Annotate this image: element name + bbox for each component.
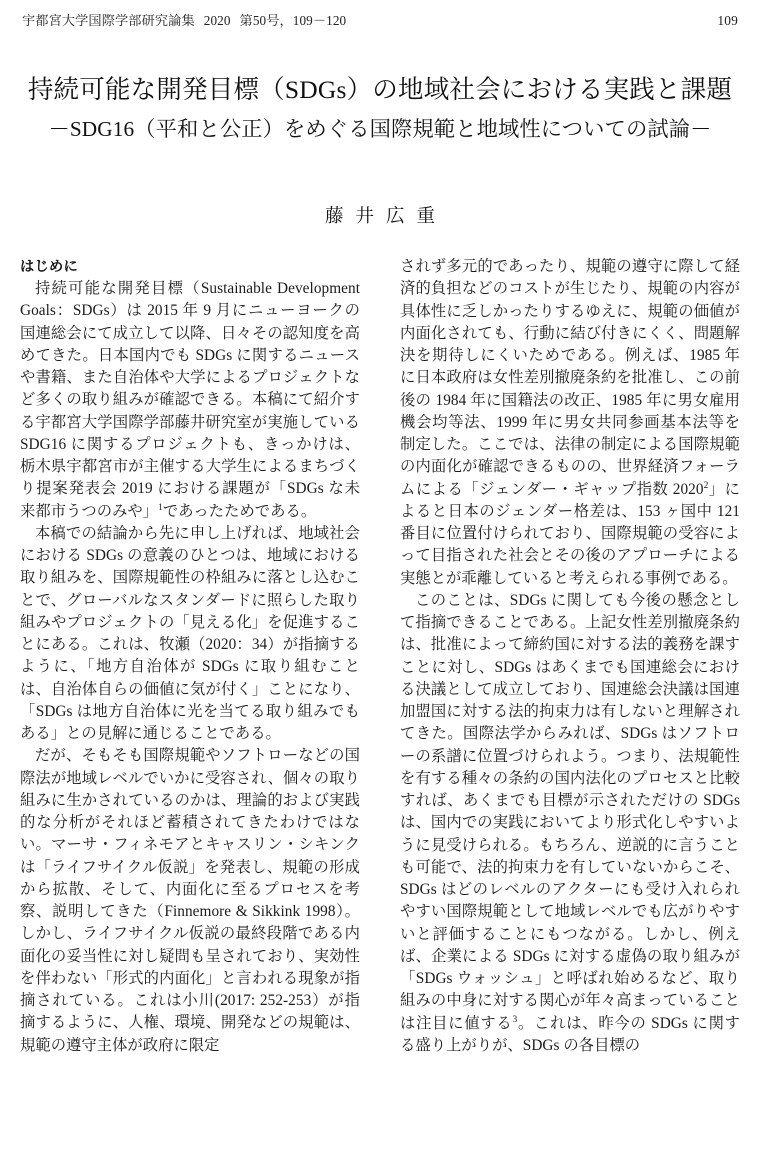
paragraph: [400, 256, 740, 590]
title-block: [0, 74, 760, 143]
paragraph-text-tail: 。これは、昨今の SDGs に関する盛り上がりが、SDGs の各目標の: [400, 1014, 740, 1054]
footnote-marker[interactable]: 2: [703, 480, 709, 491]
paragraph-text: このことは、SDGs に関しても今後の懸念として指摘できることである。上記女性差別撤廃条約は、批准によって締約国に対する法的義務を課すことに対し、SDGs はあくまでも国連総会における決議として成立しており、国連総会決議は国連加盟国に対する法的拘束力は有しないと理解されてきた。国際法学からみれば、SDGs はソフトローの系譜に位置づけられよう。つまり、法規範性を有する種々の条約の国内法化のプロセスと比較すれば、あくまでも目標が示されただけの SDGs は、国内での実践においてより形式化しやすいように見受けられる。もちろん、逆説的に言うことも可能で、法的拘束力を有していないからこそ、SDGs はどのレベルのアクターにも受け入れられやすい国際規範として地域レベルでも広がりやすいと評価することにもつながる。しかし、例えば、企業による SDGs に対する虚偽の取り組みが「SDGs ウォッシュ」と呼ばれ始めるなど、取り組みの中身に対する関心が年々高まっていることは注目に値する: [400, 591, 740, 1032]
paper-title: 持続可能な開発目標（SDGs）の地域社会における実践と課題: [27, 75, 733, 104]
paragraph: だが、そもそも国際規範やソフトローなどの国際法が地域レベルでいかに受容され、個々の取り組みに生かされているのかは、理論的および実践的な分析がそれほど蓄積されてきたわけではない。マーサ・フィネモアとキャスリン・シキンクは「ライフサイクル仮説」を発表し、規範の形成から拡散、そして、内面化に至るプロセスを考察、説明してきた（Finnemore & Sikkink 1998）。しかし、ライフサイクル仮説の最終段階である内面化の妥当性に対し疑問も呈されており、実効性を伴わない「形式的内面化」と言われる現象が指摘されている。これは小川(2017: 252-253）が指摘するように、人権、環境、開発などの規範は、規範の遵守主体が政府に限定: [20, 747, 360, 1054]
footnote-marker[interactable]: 3: [512, 1014, 518, 1025]
journal-title: 宇都宮大学国際学部研究論集: [22, 13, 195, 28]
journal-issue-pages: 第50号，109－120: [239, 13, 347, 28]
page-number: 109: [717, 13, 738, 28]
left-column: [20, 256, 360, 1146]
paragraph-text-tail: 」によると日本のジェンダー格差は、153 ヶ国中 121 番目に位置付けられており、国際規範の受容によって目指された社会とその後のアプローチによる実態とが乖離していると考えられる事例である。: [400, 480, 740, 587]
footnote-marker[interactable]: 1: [158, 502, 163, 513]
paragraph: [20, 278, 360, 523]
paragraph: [400, 590, 740, 1057]
paragraph-text: されず多元的であったり、規範の遵守に際して経済的負担などのコストが生じたり、規範の内容が具体性に乏しかったりするゆえに、規範の価値が内面化されても、行動に結び付きにくく、問題解決を期待しにくいためである。例えば、1985 年に日本政府は女性差別撤廃条約を批准し、この前後の 1984 年に国籍法の改正、1985 年に男女雇用機会均等法、1999 年に男女共同参画基本法等を制定した。ここでは、法律の制定による国際規範の内面化が確認できるものの、世界経済フォーラムによる「ジェンダー・ギャップ指数 2020: [400, 258, 740, 498]
section-heading-introduction: はじめに: [20, 259, 78, 275]
paper-subtitle: －SDG16（平和と公正）をめぐる国際規範と地域性についての試論－: [48, 116, 712, 141]
author-name: 藤井広重: [324, 207, 447, 227]
paragraph-text: 持続可能な開発目標（Sustainable Development Goals：SDGs）は 2015 年 9 月にニューヨークの国連総会にて成立して以降、日々その認知度を高めてきた。日本国内でも SDGs に関するニュースや書籍、また自治体や大学によるプロジェクトなど多くの取り組みが確認できる。本稿にて紹介する宇都宮大学国際学部藤井研究室が実施している SDG16 に関するプロジェクトも、きっかけは、栃木県宇都宮市が主催する大学生によるまちづくり提案発表会 2019 における課題が「SDGs な未来都市うつのみや」: [20, 280, 360, 520]
running-head: [22, 13, 738, 35]
journal-year: 2020: [203, 13, 231, 28]
running-head-journal-info: [22, 13, 346, 29]
body-columns: [20, 256, 740, 1146]
paragraph-text-tail: であったためである。: [162, 502, 317, 520]
right-column: [400, 256, 740, 1146]
paragraph: 本稿での結論から先に申し上げれば、地域社会における SDGs の意義のひとつは、地域における取り組みを、国際規範性の枠組みに落とし込むことで、グローバルなスタンダードに照らした取り組みやプロジェクトの「見える化」を促進することにある。これは、牧瀬（2020：34）が指摘するように、「地方自治体が SDGs に取り組むことは、自治体自らの価値に気が付く」ことになり、「SDGs は地方自治体に光を当てる取り組みでもある」との見解に通じることである。: [20, 524, 360, 743]
